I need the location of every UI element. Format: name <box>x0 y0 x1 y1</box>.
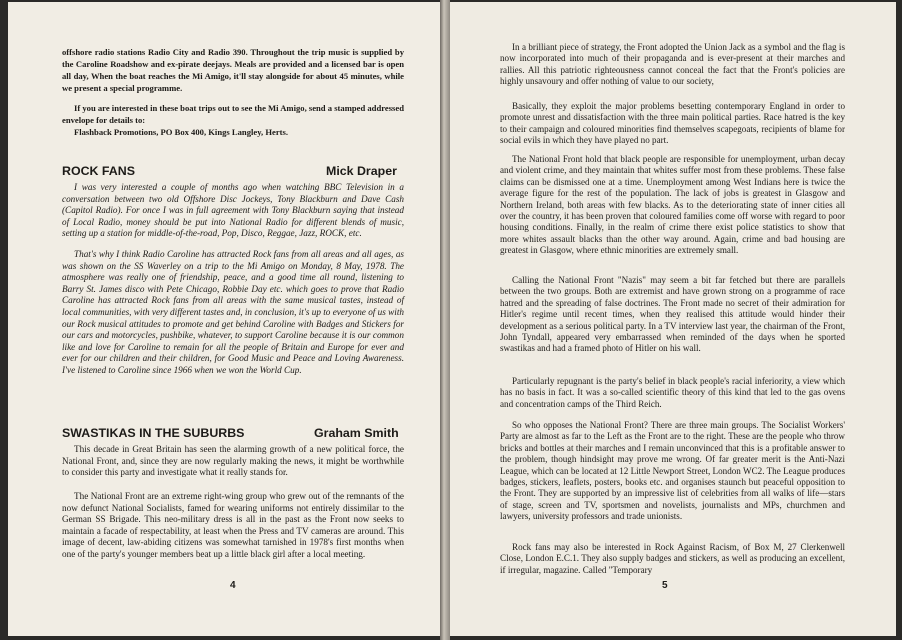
rock-fans-paragraph-1: I was very interested a couple of months ago when watching BBC Television in a conversation between two old Offshore Disc Jockeys, Tony Blackburn and Dave Cash (Capitol Radio). For once I was in full agreement with Tony Blackburn saying that instead of Local Radio, money should be put into National Radio for different blends of music, setting up a station for middle-of-the-road, Pop, Disco, Reggae, Jazz, ROCK, etc. <box>62 182 404 239</box>
swastikas-title: SWASTIKAS IN THE SUBURBS <box>62 426 245 440</box>
rock-fans-author: Mick Draper <box>326 164 397 178</box>
intro-send-paragraph: If you are interested in these boat trips out to see the Mi Amigo, send a stamped addressed envelope for details to: <box>62 103 404 125</box>
right-paragraph-3: The National Front hold that black people are responsible for unemployment, urban decay and violent crime, and they maintain that whites suffer most from these problems. These false claims can be dismissed one at a time. Unemployment among West Indians here is twice the average figure for the rest of the population. The lack of jobs is greatest in Glasgow and Northern Ireland, both areas with few blacks. As to the deteriorating state of inner cities all over the country, it has been proven that coloured families come off worse with regard to poor housing conditions. Finally, in the realm of crime there exist police statistics to show that more whites assault blacks than the other way around. Again, crime and bad housing are greatest in Glasgow, where ethnic minorities are extremely small. <box>500 154 845 256</box>
swastikas-paragraph-2: The National Front are an extreme right-wing group who grew out of the remnants of the now defunct National Socialists, famed for wearing uniforms not entirely dissimilar to the German SS Brigade. This neo-military dress is all in the past as the Front now seeks to maintain a facade of respectability, at least when the Press and TV cameras are around. This image of decent, law-abiding citizens was somewhat tarnished in 1978's first months when one of the party's younger members beat up a little black girl after a local meeting. <box>62 491 404 559</box>
page-number-left: 4 <box>230 580 236 591</box>
right-paragraph-1: In a brilliant piece of strategy, the Front adopted the Union Jack as a symbol and the flag is now incorporated into much of their propaganda and is ever-present at their marches and rallies. All this patriotic righteousness cannot conceal the fact that the Front's policies are highly unsavoury and offer nothing of value to our society, <box>500 42 845 87</box>
intro-paragraph: offshore radio stations Radio City and Radio 390. Throughout the trip music is supplied by the Caroline Roadshow and ex-pirate deejays. Meals are provided and a licensed bar is open all day, When the boat reaches the Mi Amigo, it'll stay alongside for about 45 minutes, while we present a special programme. <box>62 47 404 93</box>
right-paragraph-4: Calling the National Front "Nazis" may seem a bit far fetched but there are parallels between the two groups. Both are extremist and have grown strong on a programme of race hatred and the spreading of false doctrines. The Front made no secret of their admiration for Hitler's regime until recent times, when they realised this attitude would hinder their development as a serious political party. In a TV interview last year, the chairman of the Front, John Tyndall, appeared very embarrassed when reminded of the days when he sported swastikas and had a framed photo of Hitler on his wall. <box>500 275 845 354</box>
right-page <box>450 2 896 636</box>
book-gutter <box>440 0 450 640</box>
rock-fans-title: ROCK FANS <box>62 164 135 178</box>
right-paragraph-7: Rock fans may also be interested in Rock Against Racism, of Box M, 27 Clerkenwell Close, London E.C.1. They also supply badges and stickers, as well as producing an excellent, if irregular, magazine. Called "Temporary <box>500 542 845 575</box>
right-paragraph-2: Basically, they exploit the major problems besetting contemporary England in order to promote unrest and dissatisfaction with the three main political parties. Race hatred is the key to their campaign and coloured minorities find themselves scapegoats, recipients of blame for social evils in which they have played no part. <box>500 101 845 146</box>
right-paragraph-5: Particularly repugnant is the party's belief in black people's racial inferiority, a view which has no basis in fact. It was a so-called scientific theory of this kind that led to the gas ovens and concentration camps of the Third Reich. <box>500 376 845 409</box>
rock-fans-paragraph-2: That's why I think Radio Caroline has attracted Rock fans from all areas and all ages, as was shown on the SS Waverley on a trip to the Mi Amigo on Monday, 8 May, 1978. The atmosphere was really one of friendship, peace, and a good time all round, listening to Barry St. James disco with Pete Chicago, Robbie Day etc. which goes to prove that Radio Caroline has attracted Rock fans from all areas with the same musical tastes, instead of local communities, with very different tastes and, in conclusion, it's up to everyone of us with our Rock musical attitudes to promote and get behind Caroline with Badges and Stickers for our cars and motorcycles, pushbike, whatever, to support Caroline because it is our common like and love for Caroline to remain for all the people of Britain and Europe for ever and ever for our children and their children, for Good Music and Peace and Loving Awareness. I've listened to Caroline since 1966 when we won the World Cup. <box>62 249 404 375</box>
left-page <box>8 2 440 636</box>
page-number-right: 5 <box>662 580 668 591</box>
swastikas-author: Graham Smith <box>314 426 399 440</box>
intro-address: Flashback Promotions, PO Box 400, Kings Langley, Herts. <box>74 127 288 137</box>
right-paragraph-6: So who opposes the National Front? There are three main groups. The Socialist Workers' Party are almost as far to the Left as the Front are to the right. These are the people who throw bricks and bottles at their marches and I remain unconvinced that this is a profitable answer to the problem, though hindsight may prove me wrong. Of far greater merit is the Anti-Nazi League, which can be located at 12 Little Newport Street, London WC2. The League produces badges, stickers, leaflets, posters, books etc. and organises staunch but peaceful opposition to the Front. They are supported by an impressive list of celebrities from all walks of life—stars of stage, screen and TV, sportsmen and novelists, journalists and MPs, churchmen and lawyers, university professors and trade unionists. <box>500 420 845 522</box>
swastikas-paragraph-1: This decade in Great Britain has seen the alarming growth of a new political force, the National Front, and, since they are now regularly making the news, it might be worthwhile to consider this party and investigate what it really stands for. <box>62 444 404 478</box>
